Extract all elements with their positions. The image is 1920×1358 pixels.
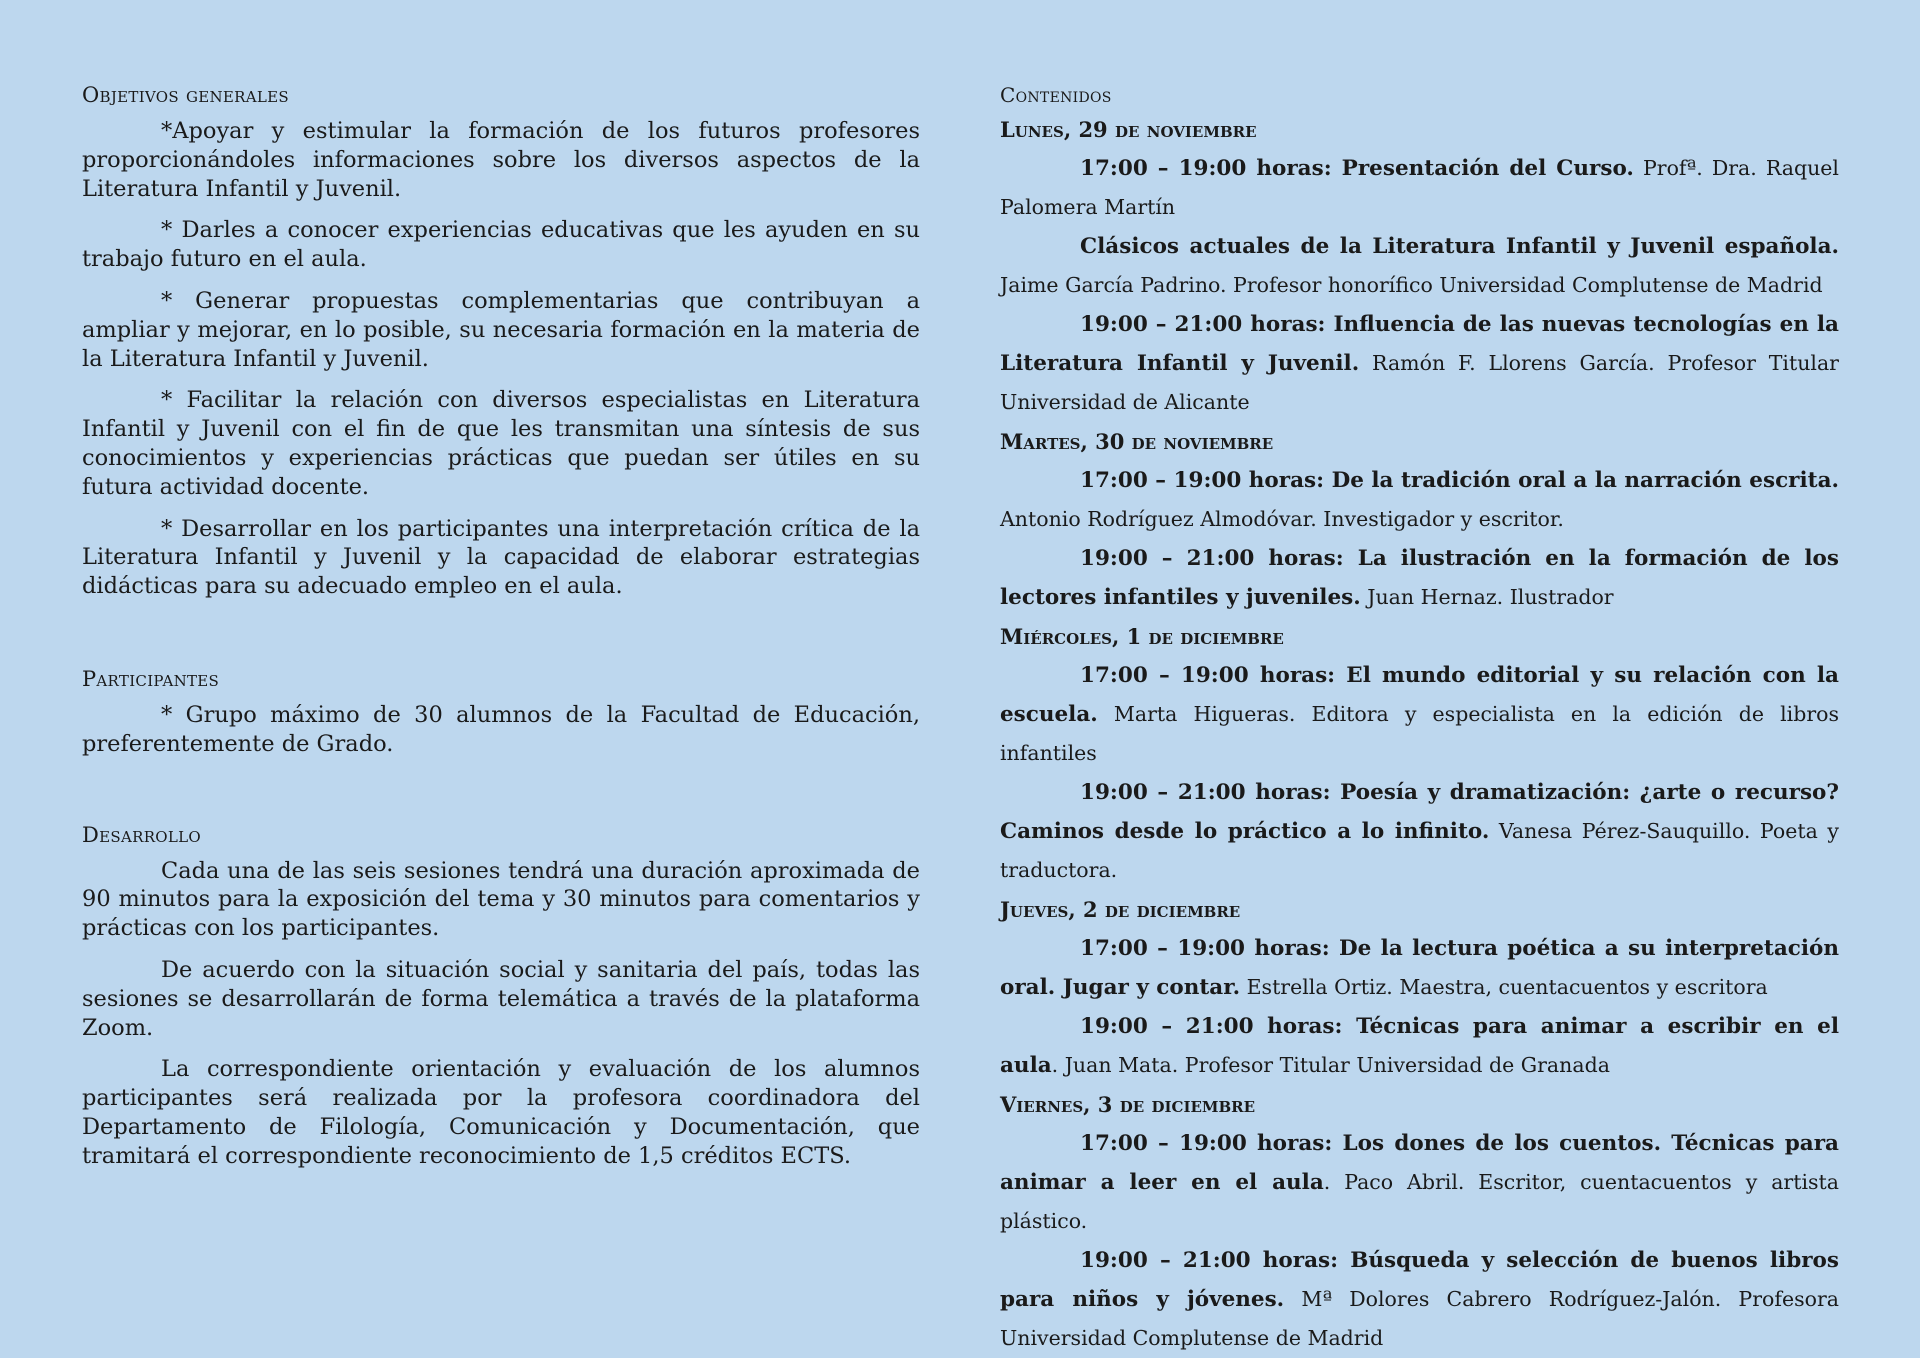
day-heading: Martes, 30 de noviembre xyxy=(1000,429,1274,454)
section-heading-participantes: Participantes xyxy=(82,666,220,691)
day-block xyxy=(1000,110,1839,422)
spacer xyxy=(82,772,920,820)
session-title: 17:00 – 19:00 horas: De la tradición oral a la narración escrita. xyxy=(1080,468,1839,493)
session-title: 17:00 – 19:00 horas: El mundo editorial y su relación con la escuela. xyxy=(1000,663,1839,727)
objetivo-item: * Facilitar la relación con diversos especialistas en Literatura Infantil y Juvenil con el fin de que les transmitan una síntesis de sus conocimientos y experiencias prácticas que puedan ser útiles en su futura actividad docente. xyxy=(82,387,920,500)
day-heading: Lunes, 29 de noviembre xyxy=(1000,117,1257,142)
left-column xyxy=(82,80,920,1184)
session-item xyxy=(1000,1007,1839,1085)
session-title: 17:00 – 19:00 horas: Los dones de los cuentos. Técnicas para animar a leer en el aula xyxy=(1000,1131,1839,1195)
desarrollo-item: De acuerdo con la situación social y sanitaria del país, todas las sesiones se desarrollarán de forma telemática a través de la plataforma Zoom. xyxy=(82,956,920,1041)
day-block xyxy=(1000,617,1839,890)
session-speaker: Juan Hernaz. Ilustrador xyxy=(1360,585,1614,609)
section-heading-contenidos: Contenidos xyxy=(1000,83,1112,107)
session-item xyxy=(1000,149,1839,227)
session-title: 19:00 – 21:00 horas: Influencia de las nuevas tecnologías en la Literatura Infantil y Juvenil. xyxy=(1000,312,1839,376)
session-speaker: Ramón F. Llorens García. Profesor Titular Universidad de Alicante xyxy=(1000,351,1839,414)
objetivo-item: * Generar propuestas complementarias que contribuyan a ampliar y mejorar, en lo posible, su necesaria formación en la materia de la Literatura Infantil y Juvenil. xyxy=(82,287,920,372)
session-speaker: Estrella Ortiz. Maestra, cuentacuentos y escritora xyxy=(1240,975,1768,999)
session-speaker: Profª. Dra. Raquel Palomera Martín xyxy=(1000,156,1839,219)
session-item xyxy=(1000,1241,1839,1358)
section-heading-objetivos: Objetivos generales xyxy=(82,83,289,107)
objetivo-item: *Apoyar y estimular la formación de los futuros profesores proporcionándoles informaciones sobre los diversos aspectos de la Literatura Infantil y Juvenil. xyxy=(82,118,920,202)
day-heading: Miércoles, 1 de diciembre xyxy=(1000,624,1284,649)
day-heading: Jueves, 2 de diciembre xyxy=(1000,897,1241,922)
day-heading: Viernes, 3 de diciembre xyxy=(1000,1092,1256,1117)
spacer xyxy=(82,614,920,664)
session-item xyxy=(1000,539,1839,617)
session-title: 19:00 – 21:00 horas: Búsqueda y selección de buenos libros para niños y jóvenes. xyxy=(1000,1248,1839,1312)
session-item xyxy=(1000,305,1839,422)
session-speaker: Antonio Rodríguez Almodóvar. Investigador y escritor. xyxy=(1000,507,1564,531)
session-title: 17:00 – 19:00 horas: De la lectura poética a su interpretación oral. Jugar y contar. xyxy=(1000,936,1839,1000)
session-speaker: . Juan Mata. Profesor Titular Universidad de Granada xyxy=(1051,1053,1610,1077)
session-title: 19:00 – 21:00 horas: La ilustración en la formación de los lectores infantiles y juveniles. xyxy=(1000,546,1839,610)
participantes-item: * Grupo máximo de 30 alumnos de la Facultad de Educación, preferentemente de Grado. xyxy=(82,701,920,757)
session-speaker: Mª Dolores Cabrero Rodríguez-Jalón. Profesora Universidad Complutense de Madrid xyxy=(1000,1287,1839,1350)
section-participantes xyxy=(82,664,920,759)
session-speaker: Marta Higueras. Editora y especialista en la edición de libros infantiles xyxy=(1000,702,1839,765)
session-item xyxy=(1000,227,1839,305)
section-desarrollo xyxy=(82,820,920,1171)
objetivo-item: * Darles a conocer experiencias educativas que les ayuden en su trabajo futuro en el aula. xyxy=(82,217,920,273)
day-block xyxy=(1000,1085,1839,1358)
session-title: Clásicos actuales de la Literatura Infantil y Juvenil española. xyxy=(1080,234,1839,259)
day-block xyxy=(1000,422,1839,617)
session-speaker: Jaime García Padrino. Profesor honorífico Universidad Complutense de Madrid xyxy=(1000,273,1823,297)
session-title: 17:00 – 19:00 horas: Presentación del Curso. xyxy=(1080,156,1634,181)
desarrollo-item: Cada una de las seis sesiones tendrá una duración aproximada de 90 minutos para la exposición del tema y 30 minutos para comentarios y prácticas con los participantes. xyxy=(82,857,920,942)
objetivo-item: * Desarrollar en los participantes una interpretación crítica de la Literatura Infantil y Juvenil y la capacidad de elaborar estrategias didácticas para su adecuado empleo en el aula. xyxy=(82,515,920,600)
session-item xyxy=(1000,656,1839,773)
section-objetivos xyxy=(82,80,920,601)
session-item xyxy=(1000,1124,1839,1241)
desarrollo-item: La correspondiente orientación y evaluación de los alumnos participantes será realizada por la profesora coordinadora del Departamento de Filología, Comunicación y Documentación, que tramitará el correspondiente reconocimiento de 1,5 créditos ECTS. xyxy=(82,1056,920,1169)
session-speaker: Vanesa Pérez-Sauquillo. Poeta y traductora. xyxy=(1000,819,1839,882)
right-column xyxy=(1000,80,1839,1358)
session-speaker: . Paco Abril. Escritor, cuentacuentos y artista plástico. xyxy=(1000,1170,1839,1233)
session-title: 19:00 – 21:00 horas: Técnicas para animar a escribir en el aula xyxy=(1000,1014,1839,1078)
section-heading-desarrollo: Desarrollo xyxy=(82,822,201,847)
day-block xyxy=(1000,890,1839,1085)
session-item xyxy=(1000,929,1839,1007)
session-item xyxy=(1000,461,1839,539)
session-item xyxy=(1000,773,1839,890)
session-title: 19:00 – 21:00 horas: Poesía y dramatización: ¿arte o recurso? Caminos desde lo práctico a lo infinito. xyxy=(1000,780,1839,844)
